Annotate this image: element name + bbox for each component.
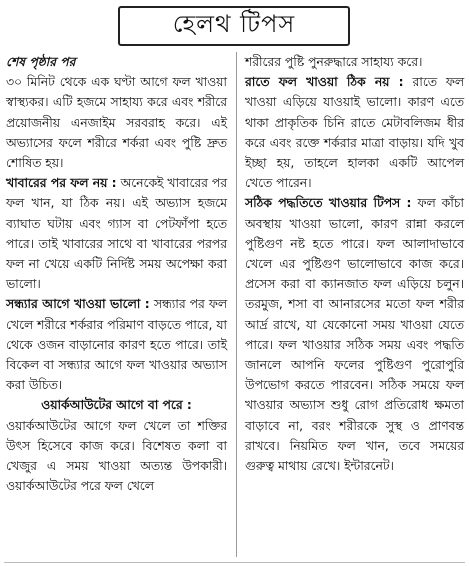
- section-body: রাতে ফল খাওয়া এড়িয়ে যাওয়াই ভালো। কারণ এতে থাকা প্রাকৃতিক চিনি রাতে মেটাবলিজম ধীর করে এবং রক্তে শর্করার মাত্রা বাড়ায়। যদি খুব ইচ্ছা হয়, তাহলে হালকা একটি আপেল খেতে পারেন।: [245, 75, 465, 191]
- section-after-meal: [6, 173, 227, 294]
- intro-text: ৩০ মিনিট থেকে এক ঘণ্টা আগে ফল খাওয়া স্বাস্থ্যকর। এটি হজমে সাহায্য করে এবং শরীরে প্রয়োজনীয় এনজাইম সরবরাহ করে। এই অভ্যাসের ফলে শরীরে শর্করা এবং পুষ্টি দ্রুত শোষিত হয়।: [6, 75, 227, 171]
- section-body: অনেকেই খাবারের পর ফল খান, যা ঠিক নয়। এই অভ্যাস হজমে ব্যাঘাত ঘটায় এবং গ্যাস বা পেটফাঁপা হতে পারে। তাই খাবারের সাথে বা খাবারের পরপর ফল না খেয়ে একটি নির্দিষ্ট সময় অপেক্ষা করা ভালো।: [6, 176, 227, 292]
- section-workout: [6, 395, 227, 496]
- section-heading: ওয়ার্কআউটের আগে বা পরে :: [41, 398, 192, 413]
- section-body: সন্ধ্যার পর ফল খেলে শরীরে শর্করার পরিমাণ বাড়তে পারে, যা থেকে ওজন বাড়ানোর কারণ হতে পারে। তাই বিকেল বা সন্ধ্যার আগে ফল খাওয়ার অভ্যাস করা উচিত।: [6, 297, 228, 393]
- continued-paragraph: [6, 52, 227, 173]
- column-divider: [236, 52, 237, 557]
- bottom-rule: [4, 562, 465, 563]
- section-body: ফল কাঁচা অবস্থায় খাওয়া ভালো, কারণ রান্না করলে পুষ্টিগুণ নষ্ট হতে পারে। ফল আলাদাভাবে খেলে এর পুষ্টিগুণ ভালোভাবে কাজ করে। প্রসেস করা বা ক্যানজাত ফল এড়িয়ে চলুন। তরমুজ, শসা বা আনারসের মতো ফল শরীর আর্দ্র রাখে, যা যেকোনো সময় খাওয়া যেতে পারে। ফল খাওয়ার সঠিক সময় এবং পদ্ধতি জানলে আপনি ফলের পুষ্টিগুণ পুরোপুরি উপভোগ করতে পারবেন। সঠিক সময়ে ফল খাওয়ার অভ্যাস শুধু রোগ প্রতিরোধ ক্ষমতা বাড়াবে না, বরং শরীরকে সুস্থ ও প্রাণবন্ত রাখবে। নিয়মিত ফল খান, তবে সময়ের গুরুত্ব মাথায় রেখে। ইন্টারনেট।: [245, 196, 464, 474]
- section-heading: খাবারের পর ফল নয় :: [6, 176, 117, 191]
- right-column: [245, 52, 464, 562]
- section-before-evening: [6, 294, 227, 395]
- section-body: ওয়ার্কআউটের আগে ফল খেলে তা শক্তির উৎস হিসেবে কাজ করে। বিশেষত কলা বা খেজুর এ সময় খাওয়া অত্যন্ত উপকারী। ওয়ার্কআউটের পরে ফল খেলে: [6, 418, 227, 494]
- section-heading: রাতে ফল খাওয়া ঠিক নয় :: [245, 75, 404, 90]
- section-heading: সঠিক পদ্ধতিতে খাওয়ার টিপস :: [245, 196, 412, 211]
- section-night: [245, 72, 464, 193]
- section-correct-method: [245, 193, 464, 476]
- section-heading: সন্ধ্যার আগে খাওয়া ভালো :: [6, 297, 150, 312]
- page-title: হেলথ টিপস: [118, 6, 350, 46]
- continued-text: শরীরের পুষ্টি পুনরুদ্ধারে সাহায্য করে।: [245, 55, 423, 69]
- continued-label: শেষ পৃষ্ঠার পর: [6, 55, 76, 69]
- left-column: [6, 52, 227, 562]
